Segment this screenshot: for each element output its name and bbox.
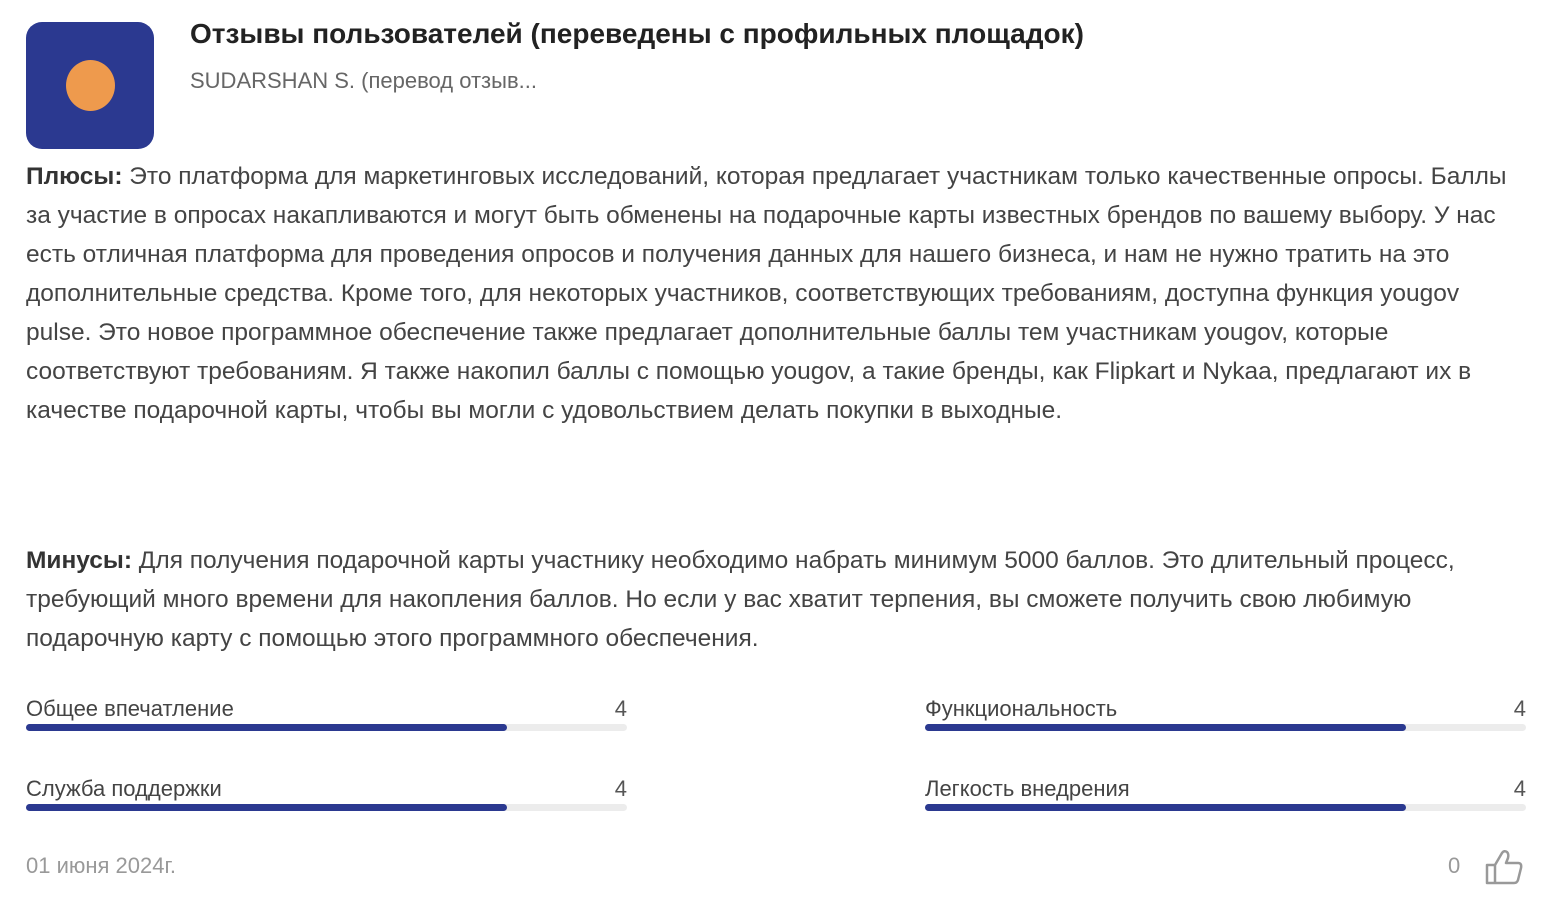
rating-support: [26, 776, 627, 802]
cons-text: Для получения подарочной карты участнику необходимо набрать минимум 5000 баллов. Это длительный процесс, требующий много времени для накопления баллов. Но если у вас хватит терпения, вы сможете получить свою любимую подарочную карту с помощью этого программного обеспечения.: [26, 547, 1455, 652]
rating-bar: [26, 724, 627, 731]
review-cons: [26, 541, 1526, 658]
rating-bar: [925, 804, 1526, 811]
review-pros: [26, 157, 1526, 430]
review-author: SUDARSHAN S. (перевод отзыв...: [190, 68, 537, 93]
rating-bar-fill: [925, 724, 1406, 731]
rating-ease-of-implementation: [925, 776, 1526, 802]
rating-value: 4: [1513, 776, 1526, 801]
cons-label: Минусы:: [26, 547, 132, 574]
rating-value: 4: [1513, 696, 1526, 721]
rating-bar-fill: [26, 724, 507, 731]
rating-label: Служба поддержки: [26, 776, 222, 801]
rating-value: 4: [614, 776, 627, 801]
rating-overall: [26, 696, 627, 722]
rating-bar: [26, 804, 627, 811]
rating-label: Легкость внедрения: [925, 776, 1130, 801]
rating-bar: [925, 724, 1526, 731]
logo-dot: [66, 60, 115, 111]
pros-text: Это платформа для маркетинговых исследований, которая предлагает участникам только качественные опросы. Баллы за участие в опросах накапливаются и могут быть обменены на подарочные карты известных брендов по вашему выбору. У нас есть отличная платформа для проведения опросов и получения данных для нашего бизнеса, и нам не нужно тратить на это дополнительные средства. Кроме того, для некоторых участников, соответствующих требованиям, доступна функция yougov pulse. Это новое программное обеспечение также предлагает дополнительные баллы тем участникам yougov, которые соответствуют требованиям. Я также накопил баллы с помощью yougov, а такие бренды, как Flipkart и Nykaa, предлагают их в качестве подарочной карты, чтобы вы могли с удовольствием делать покупки в выходные.: [26, 163, 1507, 424]
rating-label: Общее впечатление: [26, 696, 234, 721]
pros-label: Плюсы:: [26, 163, 123, 190]
review-date: 01 июня 2024г.: [26, 853, 176, 878]
like-count: 0: [1448, 853, 1461, 878]
rating-bar-fill: [925, 804, 1406, 811]
page-title: Отзывы пользователей (переведены с профильных площадок): [190, 18, 1084, 49]
rating-bar-fill: [26, 804, 507, 811]
rating-functionality: [925, 696, 1526, 722]
product-logo: [26, 22, 154, 149]
thumbs-up-icon[interactable]: [1484, 848, 1524, 886]
rating-label: Функциональность: [925, 696, 1118, 721]
rating-value: 4: [614, 696, 627, 721]
